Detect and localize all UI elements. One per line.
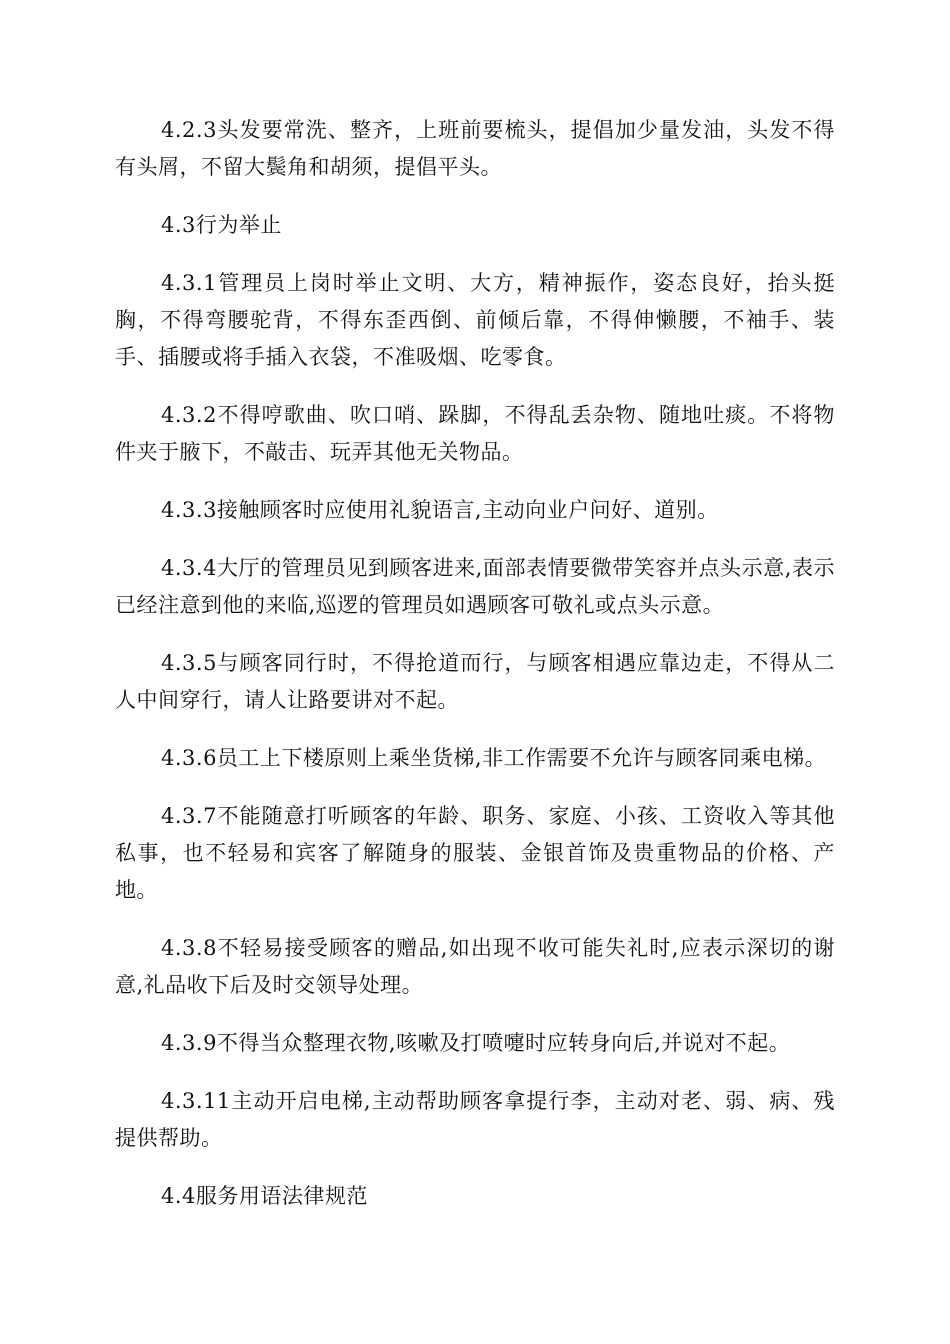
paragraph-4-3-1: 4.3.1管理员上岗时举止文明、大方，精神振作，姿态良好，抬头挺胸，不得弯腰驼背，不得东歪西倒、前倾后靠，不得伸懒腰，不袖手、装手、插腰或将手插入衣袋，不准吸烟、吃零食。 — [115, 271, 835, 369]
paragraph-4-3-11: 4.3.11主动开启电梯,主动帮助顾客拿提行李，主动对老、弱、病、残提供帮助。 — [115, 1089, 835, 1150]
section-heading-4-4: 4.4服务用语法律规范 — [161, 1184, 368, 1208]
paragraph-4-3-6: 4.3.6员工上下楼原则上乘坐货梯,非工作需要不允许与顾客同乘电梯。 — [161, 746, 827, 770]
paragraph-4-3-7: 4.3.7不能随意打听顾客的年龄、职务、家庭、小孩、工资收入等其他私事，也不轻易和宾客了解随身的服装、金银首饰及贵重物品的价格、产地。 — [115, 804, 835, 902]
document-body — [115, 112, 835, 1215]
paragraph-4-3-3: 4.3.3接触顾客时应使用礼貌语言,主动向业户问好、道别。 — [161, 498, 719, 522]
paragraph-4-2-3: 4.2.3头发要常洗、整齐，上班前要梳头，提倡加少量发油，头发不得有头屑，不留大鬓角和胡须，提倡平头。 — [115, 118, 835, 179]
paragraph-4-3-9: 4.3.9不得当众整理衣物,咳嗽及打喷嚏时应转身向后,并说对不起。 — [161, 1031, 791, 1055]
paragraph-4-3-4: 4.3.4大厅的管理员见到顾客进来,面部表情要微带笑容并点头示意,表示已经注意到他的来临,巡逻的管理员如遇顾客可敬礼或点头示意。 — [115, 556, 835, 617]
paragraph-4-3-8: 4.3.8不轻易接受顾客的赠品,如出现不收可能失礼时,应表示深切的谢意,礼品收下后及时交领导处理。 — [115, 936, 835, 997]
paragraph-4-3-5: 4.3.5与顾客同行时，不得抢道而行，与顾客相遇应靠边走，不得从二人中间穿行，请人让路要讲对不起。 — [115, 651, 835, 712]
section-heading-4-3: 4.3行为举止 — [161, 213, 282, 237]
paragraph-4-3-2: 4.3.2不得哼歌曲、吹口哨、跺脚，不得乱丢杂物、随地吐痰。不将物件夹于腋下，不敲击、玩弄其他无关物品。 — [115, 403, 835, 464]
